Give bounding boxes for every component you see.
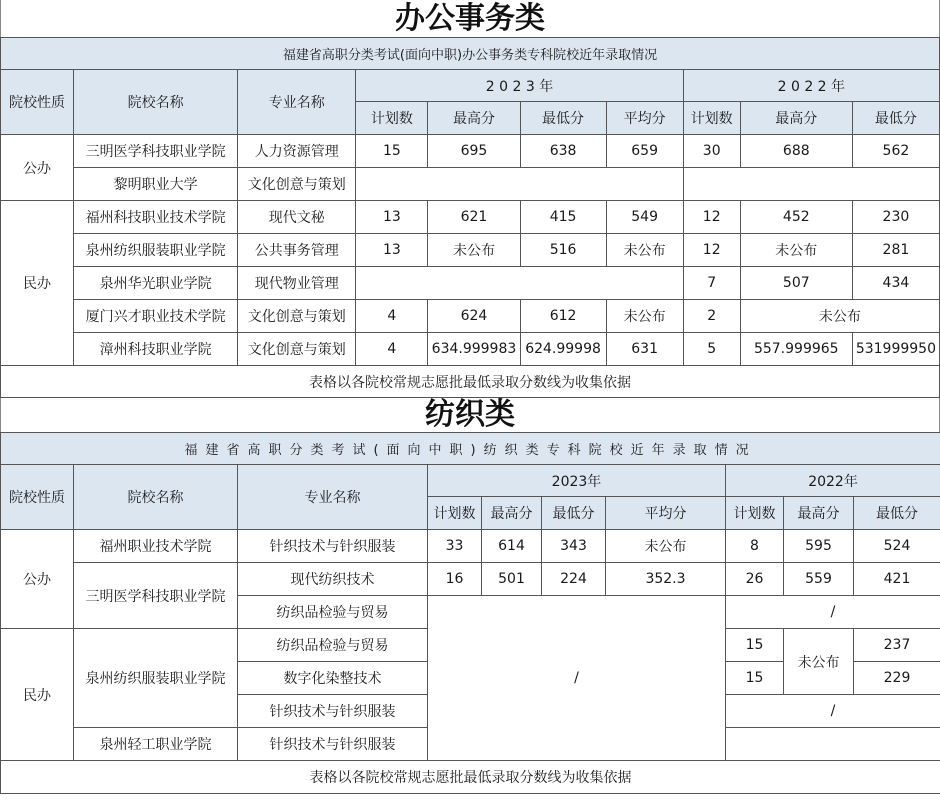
cell-plan-2022: 2	[683, 300, 740, 333]
cell-min-2023: 415	[520, 201, 606, 234]
cell-maxmin-2022: 未公布	[740, 300, 939, 333]
office-table	[0, 37, 940, 398]
cell-min-2022: 421	[854, 563, 940, 596]
cell-major: 针织技术与针织服装	[238, 728, 428, 761]
header-plan: 计划数	[683, 102, 740, 135]
table-row	[1, 300, 940, 333]
header-major: 专业名称	[238, 465, 428, 530]
cell-plan-2022: 12	[683, 201, 740, 234]
cell-major: 文化创意与策划	[238, 333, 356, 366]
cell-major: 纺织品检验与贸易	[238, 629, 428, 662]
cell-max-2022: 688	[740, 135, 852, 168]
header-year-2023: 2 0 2 3 年	[356, 70, 683, 102]
table-row	[1, 168, 940, 201]
cell-empty-2022	[683, 168, 939, 201]
cell-max-2023: 634.999983	[428, 333, 520, 366]
cell-plan-2023: 16	[428, 563, 482, 596]
cell-max-2023: 501	[482, 563, 542, 596]
cell-min-2022: 531999950	[852, 333, 939, 366]
group-private: 民办	[1, 629, 74, 761]
header-max: 最高分	[784, 497, 854, 530]
cell-min-2022: 562	[852, 135, 939, 168]
table-caption: 福建省高职分类考试(面向中职)办公事务类专科院校近年录取情况	[1, 38, 940, 70]
cell-min-2022: 524	[854, 530, 940, 563]
table-footnote: 表格以各院校常规志愿批最低录取分数线为收集依据	[1, 366, 940, 398]
cell-major: 数字化染整技术	[238, 662, 428, 695]
cell-major: 针织技术与针织服装	[238, 695, 428, 728]
cell-avg-2023: 631	[606, 333, 683, 366]
section-title-textile: 纺织类	[0, 398, 940, 432]
cell-max-2022: 未公布	[784, 629, 854, 695]
cell-major: 现代文秘	[238, 201, 356, 234]
cell-max-2022: 595	[784, 530, 854, 563]
table-footnote: 表格以各院校常规志愿批最低录取分数线为收集依据	[1, 761, 940, 794]
cell-plan-2023: 4	[356, 333, 428, 366]
cell-major: 现代物业管理	[238, 267, 356, 300]
header-major: 专业名称	[238, 70, 356, 135]
header-year-2022: 2 0 2 2 年	[683, 70, 939, 102]
cell-min-2022: 434	[852, 267, 939, 300]
header-avg: 平均分	[606, 102, 683, 135]
cell-empty-2023	[356, 267, 683, 300]
cell-plan-2023: 15	[356, 135, 428, 168]
header-nature: 院校性质	[1, 70, 74, 135]
header-nature: 院校性质	[1, 465, 74, 530]
cell-major: 纺织品检验与贸易	[238, 596, 428, 629]
cell-min-2022: 229	[854, 662, 940, 695]
cell-major: 人力资源管理	[238, 135, 356, 168]
cell-max-2023: 621	[428, 201, 520, 234]
cell-max-2023: 614	[482, 530, 542, 563]
header-plan: 计划数	[428, 497, 482, 530]
group-public: 公办	[1, 530, 74, 629]
cell-plan-2022: 26	[726, 563, 784, 596]
cell-school: 漳州科技职业学院	[74, 333, 238, 366]
cell-school: 泉州轻工职业学院	[74, 728, 238, 761]
cell-major: 公共事务管理	[238, 234, 356, 267]
header-year-2023: 2023年	[428, 465, 726, 497]
table-row	[1, 563, 940, 596]
cell-min-2022: 230	[852, 201, 939, 234]
cell-slash-2022: /	[726, 596, 940, 629]
header-year-2022: 2022年	[726, 465, 940, 497]
cell-plan-2023: 33	[428, 530, 482, 563]
cell-min-2022: 237	[854, 629, 940, 662]
table-row	[1, 530, 940, 563]
cell-avg-2023: 659	[606, 135, 683, 168]
cell-school: 三明医学科技职业学院	[74, 135, 238, 168]
table-row	[1, 201, 940, 234]
cell-major: 文化创意与策划	[238, 300, 356, 333]
header-max: 最高分	[428, 102, 520, 135]
header-plan: 计划数	[356, 102, 428, 135]
header-school: 院校名称	[74, 70, 238, 135]
cell-plan-2023: 13	[356, 234, 428, 267]
cell-plan-2022: 15	[726, 662, 784, 695]
cell-school: 泉州纺织服装职业学院	[74, 234, 238, 267]
cell-max-2023: 624	[428, 300, 520, 333]
cell-plan-2022: 15	[726, 629, 784, 662]
cell-school: 福州科技职业技术学院	[74, 201, 238, 234]
group-public: 公办	[1, 135, 74, 201]
cell-plan-2022: 7	[683, 267, 740, 300]
cell-avg-2023: 352.3	[606, 563, 726, 596]
cell-plan-2022: 30	[683, 135, 740, 168]
cell-avg-2023: 未公布	[606, 300, 683, 333]
cell-empty-2022	[726, 728, 940, 761]
cell-min-2023: 516	[520, 234, 606, 267]
cell-max-2023: 未公布	[428, 234, 520, 267]
header-min: 最低分	[852, 102, 939, 135]
cell-max-2023: 695	[428, 135, 520, 168]
cell-plan-2022: 5	[683, 333, 740, 366]
cell-major: 针织技术与针织服装	[238, 530, 428, 563]
cell-min-2022: 281	[852, 234, 939, 267]
cell-plan-2022: 8	[726, 530, 784, 563]
cell-avg-2023: 未公布	[606, 234, 683, 267]
section-title-office: 办公事务类	[0, 0, 940, 37]
header-school: 院校名称	[74, 465, 238, 530]
cell-max-2022: 507	[740, 267, 852, 300]
table-row	[1, 234, 940, 267]
header-max: 最高分	[482, 497, 542, 530]
cell-school: 黎明职业大学	[74, 168, 238, 201]
cell-slash-2022: /	[726, 695, 940, 728]
cell-avg-2023: 未公布	[606, 530, 726, 563]
cell-min-2023: 612	[520, 300, 606, 333]
cell-school: 福州职业技术学院	[74, 530, 238, 563]
header-plan: 计划数	[726, 497, 784, 530]
cell-min-2023: 624.99998	[520, 333, 606, 366]
cell-avg-2023: 549	[606, 201, 683, 234]
cell-max-2022: 未公布	[740, 234, 852, 267]
cell-plan-2023: 4	[356, 300, 428, 333]
cell-plan-2023: 13	[356, 201, 428, 234]
cell-max-2022: 452	[740, 201, 852, 234]
cell-school: 厦门兴才职业技术学院	[74, 300, 238, 333]
cell-slash-2023: /	[428, 596, 726, 761]
cell-max-2022: 559	[784, 563, 854, 596]
cell-plan-2022: 12	[683, 234, 740, 267]
header-min: 最低分	[542, 497, 606, 530]
header-avg: 平均分	[606, 497, 726, 530]
cell-min-2023: 638	[520, 135, 606, 168]
cell-major: 文化创意与策划	[238, 168, 356, 201]
cell-min-2023: 224	[542, 563, 606, 596]
table-row	[1, 267, 940, 300]
group-private: 民办	[1, 201, 74, 366]
header-max: 最高分	[740, 102, 852, 135]
header-min: 最低分	[854, 497, 940, 530]
cell-major: 现代纺织技术	[238, 563, 428, 596]
table-row	[1, 333, 940, 366]
cell-school: 泉州华光职业学院	[74, 267, 238, 300]
cell-empty-2023	[356, 168, 683, 201]
cell-max-2022: 557.999965	[740, 333, 852, 366]
table-row	[1, 135, 940, 168]
cell-school: 泉州纺织服装职业学院	[74, 629, 238, 728]
header-min: 最低分	[520, 102, 606, 135]
cell-min-2023: 343	[542, 530, 606, 563]
cell-school: 三明医学科技职业学院	[74, 563, 238, 629]
textile-table	[0, 432, 940, 794]
table-caption: 福建省高职分类考试(面向中职)纺织类专科院校近年录取情况	[1, 433, 940, 465]
